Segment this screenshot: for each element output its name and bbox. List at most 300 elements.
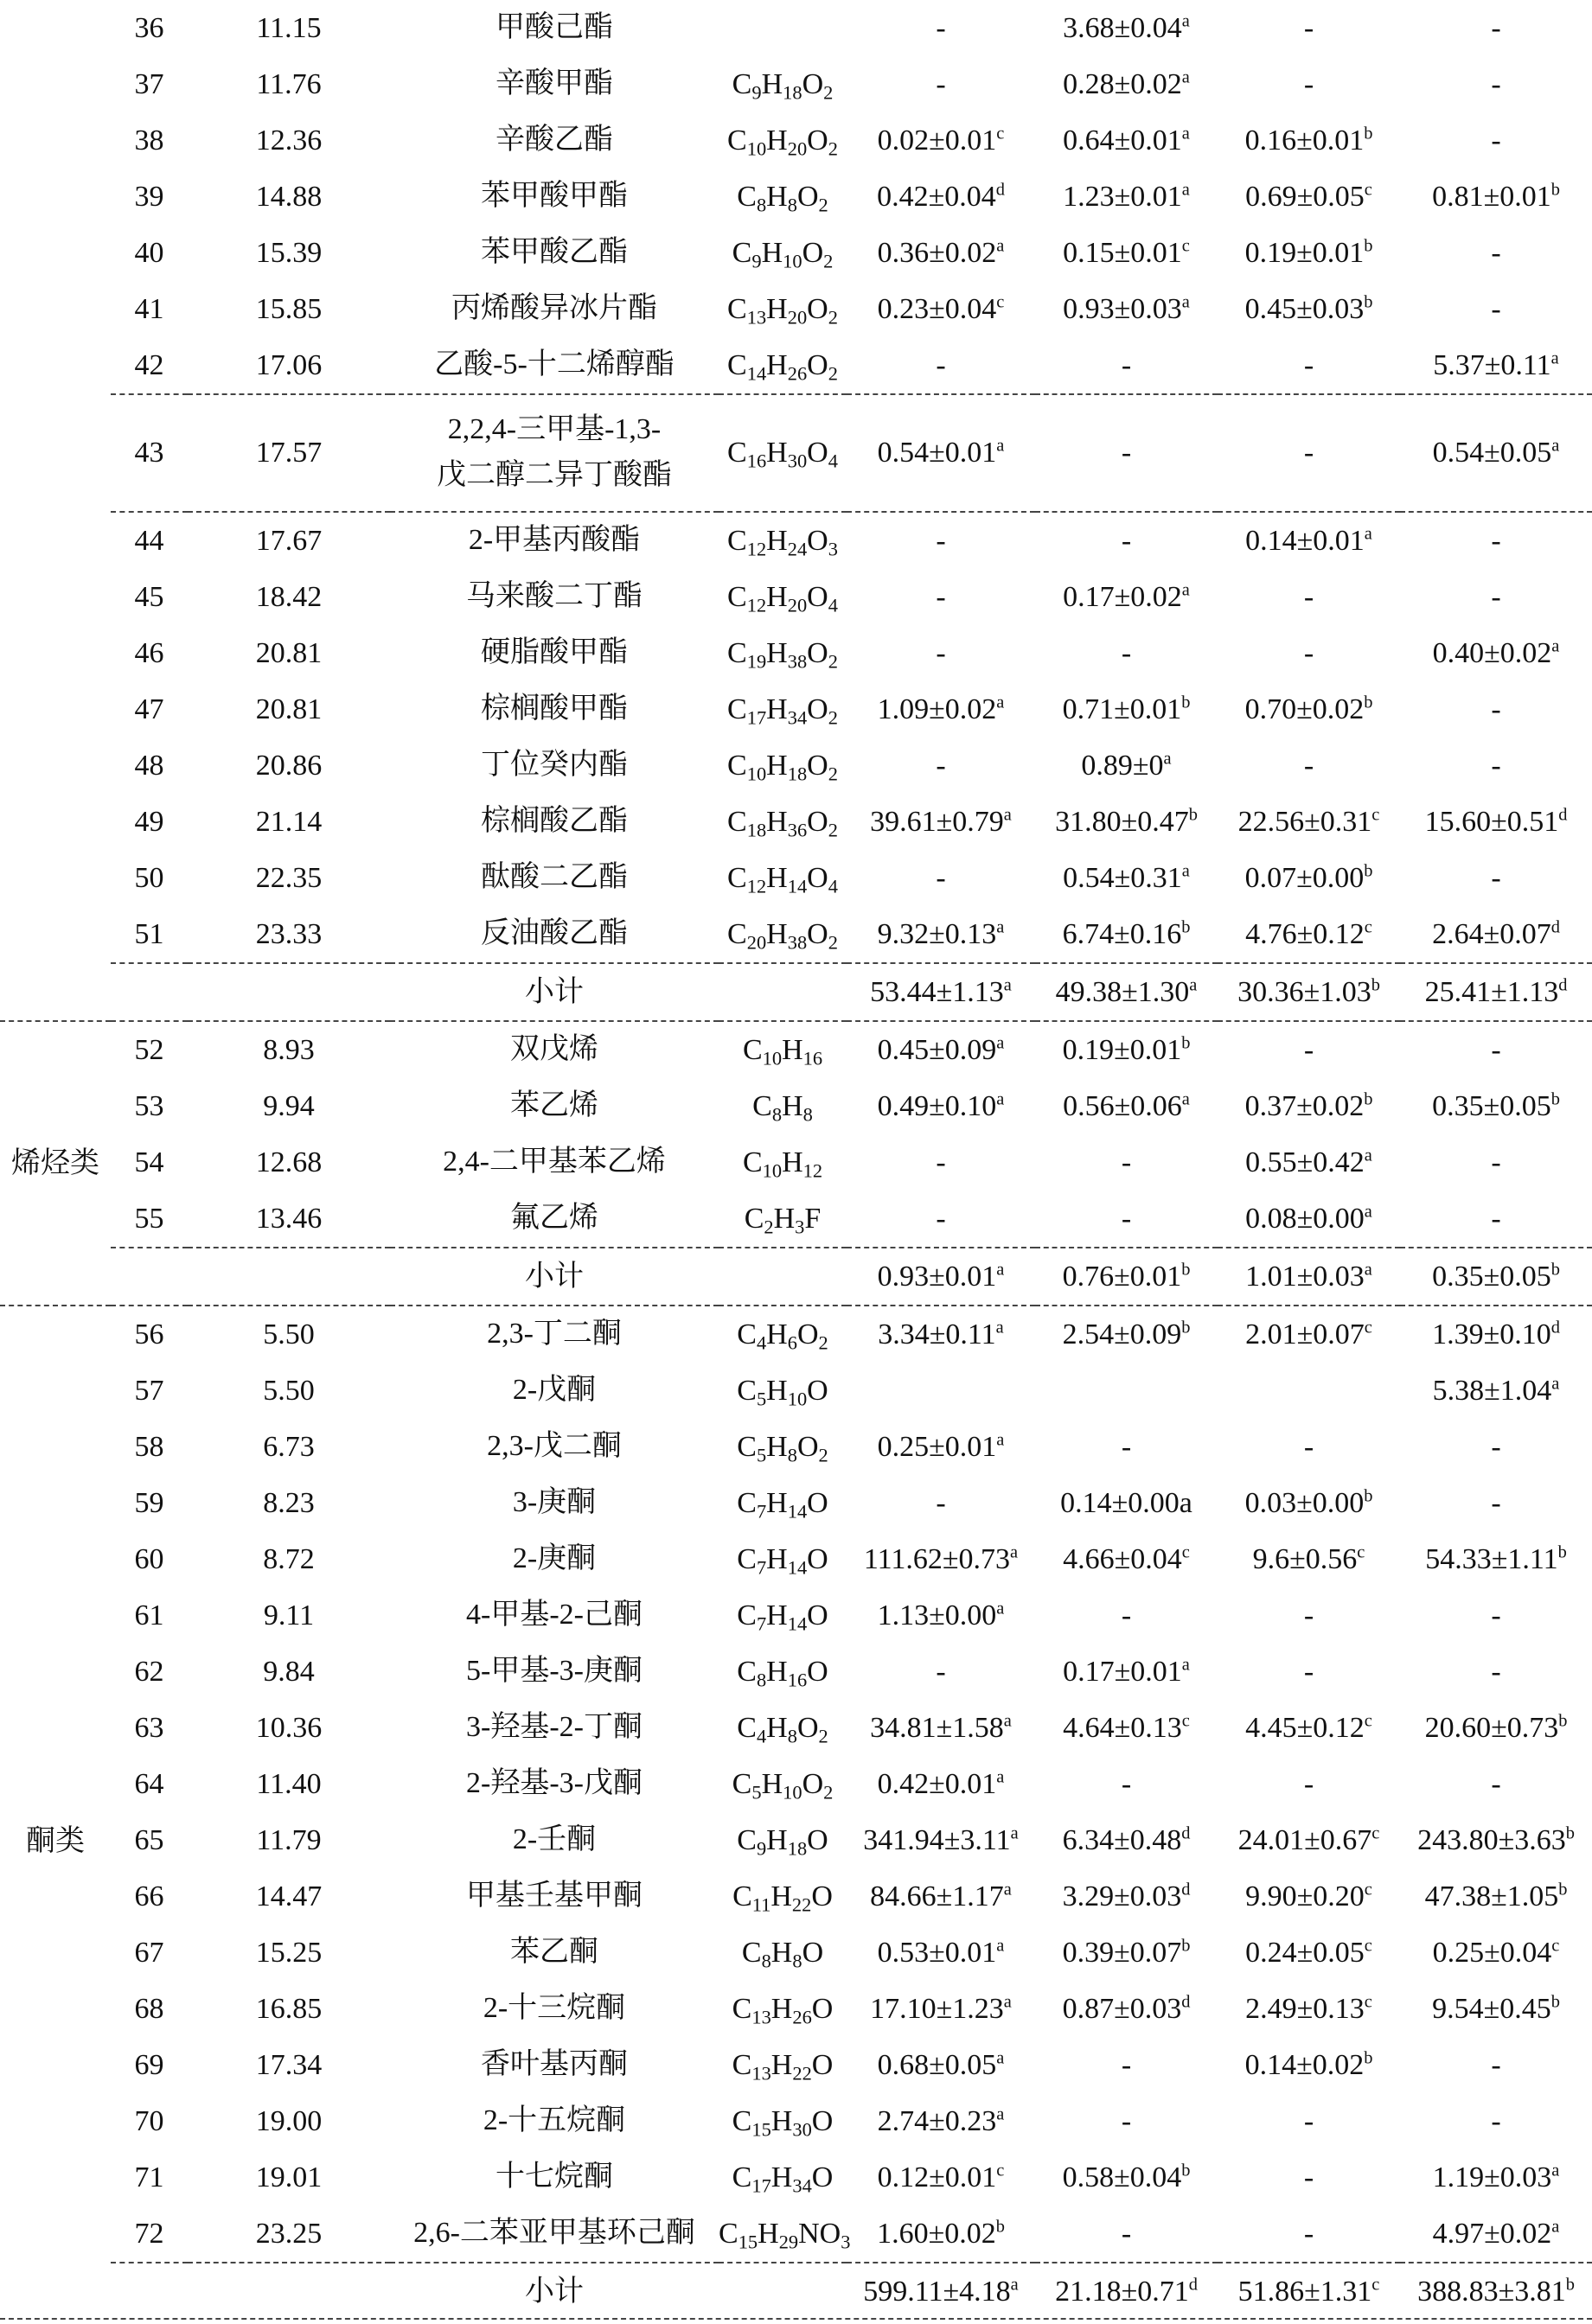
formula-subscript: 24 — [787, 537, 808, 559]
table-row — [0, 737, 1592, 794]
formula-subscript: 2 — [764, 1215, 774, 1237]
compound-number: 51 — [134, 917, 164, 950]
subtotal-label: 小计 — [390, 963, 719, 1021]
value-text: - — [1491, 1202, 1501, 1235]
compound-number: 45 — [134, 580, 164, 613]
sample-value-2 — [1035, 1700, 1218, 1756]
compound-number: 37 — [134, 67, 164, 100]
value-text: - — [1121, 1430, 1132, 1463]
significance-letter: c — [1364, 916, 1372, 936]
sample-value-4 — [1400, 681, 1592, 737]
formula-element: C — [732, 1992, 752, 2025]
value-text: 0.14±0.01 — [1245, 524, 1365, 557]
sample-value-1 — [847, 1191, 1035, 1248]
value-text: 4.66±0.04 — [1063, 1542, 1182, 1575]
value-text: 0.81±0.01 — [1432, 180, 1551, 213]
significance-letter: a — [1551, 2160, 1560, 2180]
formula-element: C — [737, 1430, 757, 1463]
significance-letter: c — [1364, 1710, 1372, 1730]
significance-letter: d — [1181, 1991, 1191, 2011]
formula-subscript: 14 — [746, 361, 767, 384]
formula-subscript: 20 — [787, 593, 808, 616]
value-text: 1.60±0.02 — [877, 2217, 996, 2250]
formula-element: H — [766, 917, 788, 950]
sample-value-3 — [1218, 625, 1400, 681]
compound-name: 苯乙烯 — [510, 1089, 598, 1122]
formula-element: H — [766, 524, 788, 557]
formula-subscript: 6 — [787, 1331, 797, 1353]
value-text: - — [1121, 524, 1132, 557]
formula-subscript: 5 — [756, 1443, 767, 1465]
significance-letter: b — [1181, 1935, 1191, 1955]
formula-element: C — [732, 67, 752, 100]
value-text: - — [936, 11, 946, 44]
value-text: 0.25±0.04 — [1432, 1936, 1552, 1969]
significance-letter: a — [1010, 1823, 1019, 1842]
sample-value-1 — [847, 1306, 1035, 1363]
formula-element: C — [727, 749, 747, 782]
value-text: 243.80±3.63 — [1417, 1823, 1566, 1856]
retention-time: 5.50 — [188, 1306, 390, 1363]
sample-value-1 — [847, 794, 1035, 850]
formula-element: H — [770, 1936, 793, 1969]
compound-name: 棕榈酸甲酯 — [481, 693, 628, 725]
value-text: - — [1303, 2161, 1314, 2193]
formula-element: O — [811, 2161, 834, 2193]
value-text: - — [1491, 1033, 1501, 1066]
table-row — [0, 1021, 1592, 1078]
value-text: - — [1303, 749, 1314, 782]
table-bottom-rule — [0, 2318, 1592, 2320]
sample-value-3 — [1218, 963, 1400, 1021]
value-text: 21.18±0.71 — [1055, 2275, 1189, 2308]
value-text: - — [936, 580, 946, 613]
formula-subscript: 38 — [787, 649, 808, 672]
table-row — [0, 794, 1592, 850]
retention-time: 20.81 — [255, 693, 323, 725]
formula-element: C — [727, 292, 747, 325]
compound-number: 54 — [134, 1146, 164, 1178]
sample-value-1 — [847, 1644, 1035, 1700]
formula-element: C — [737, 1318, 757, 1350]
molecular-formula — [719, 569, 847, 625]
significance-letter: b — [1181, 1259, 1191, 1279]
formula-element: C — [737, 1655, 757, 1688]
category-cell: 酮类 — [26, 1824, 85, 1857]
formula-element: O — [811, 1992, 834, 2025]
formula-subscript: 22 — [792, 2061, 812, 2084]
value-text: - — [1121, 437, 1132, 469]
sample-value-1 — [847, 963, 1035, 1021]
formula-subscript: 4 — [828, 450, 838, 472]
value-text: - — [1303, 437, 1314, 469]
formula-subscript: 8 — [771, 1102, 783, 1125]
sample-value-3 — [1218, 2206, 1400, 2263]
sample-value-3 — [1218, 0, 1400, 56]
retention-time: 11.15 — [256, 11, 322, 44]
molecular-formula — [719, 2149, 847, 2206]
significance-letter: d — [1181, 1879, 1191, 1899]
significance-letter: a — [1181, 1654, 1190, 1674]
value-text: 2.49±0.13 — [1245, 1992, 1365, 2025]
value-text: - — [1491, 2104, 1501, 2137]
molecular-formula — [719, 737, 847, 794]
formula-element: O — [796, 1430, 819, 1463]
compound-name: 苯乙酮 — [510, 1936, 598, 1969]
formula-subscript: 36 — [787, 818, 808, 840]
significance-letter: b — [1550, 1089, 1560, 1108]
sample-value-2 — [1035, 1531, 1218, 1587]
value-text: 2.64±0.07 — [1432, 917, 1551, 950]
formula-subscript: 9 — [756, 1836, 767, 1859]
sample-value-2 — [1035, 1475, 1218, 1531]
empty-cell — [111, 2263, 188, 2320]
table-row — [0, 1363, 1592, 1419]
compound-name: 丙烯酸异冰片酯 — [451, 292, 657, 325]
formula-element: C — [737, 1542, 757, 1575]
molecular-formula — [719, 1925, 847, 1981]
table-row — [0, 1475, 1592, 1531]
sample-value-1 — [847, 681, 1035, 737]
empty-cell — [188, 2263, 390, 2320]
formula-subscript: 13 — [751, 2005, 771, 2027]
sample-value-1 — [847, 169, 1035, 225]
category-cell — [0, 1306, 111, 1363]
compound-name: 乙酸-5-十二烯醇酯 — [434, 348, 675, 381]
value-text: - — [1121, 2104, 1132, 2137]
significance-letter: a — [1189, 974, 1198, 994]
value-text: - — [1121, 1146, 1132, 1178]
value-text: 0.68±0.05 — [877, 2048, 997, 2081]
value-text: 0.42±0.04 — [877, 180, 996, 213]
compound-name: 丁位癸内酯 — [481, 749, 628, 782]
table-row — [0, 850, 1592, 906]
sample-value-2 — [1035, 337, 1218, 394]
sample-value-3 — [1218, 1021, 1400, 1078]
significance-letter: b — [1558, 1879, 1568, 1899]
formula-element: H — [773, 1202, 796, 1235]
formula-subscript: 8 — [787, 1724, 797, 1746]
value-text: 6.74±0.16 — [1062, 917, 1182, 950]
empty-cell — [719, 963, 847, 1021]
value-text: 47.38±1.05 — [1424, 1880, 1559, 1912]
sample-value-3 — [1218, 794, 1400, 850]
table-row — [0, 225, 1592, 281]
formula-element: H — [758, 2217, 779, 2250]
sample-value-2 — [1035, 1363, 1218, 1419]
retention-time: 17.34 — [255, 2048, 323, 2081]
retention-time: 10.36 — [255, 1711, 323, 1744]
compound-number: 47 — [134, 693, 164, 725]
table-row — [0, 2206, 1592, 2263]
sample-value-4 — [1400, 1644, 1592, 1700]
significance-letter: b — [995, 2216, 1005, 2236]
sample-value-3 — [1218, 1531, 1400, 1587]
value-text: 0.14±0.00a — [1060, 1486, 1192, 1519]
formula-element: O — [807, 1542, 828, 1575]
formula-element: H — [766, 1823, 788, 1856]
value-text: 0.70±0.02 — [1244, 693, 1365, 725]
compound-number: 62 — [134, 1655, 164, 1688]
formula-subscript: 13 — [746, 305, 767, 328]
formula-subscript: 7 — [756, 1612, 767, 1634]
compound-name — [390, 394, 719, 512]
formula-subscript: 2 — [828, 137, 838, 159]
formula-subscript: 2 — [828, 762, 838, 784]
value-text: 51.86±1.31 — [1237, 2275, 1372, 2308]
significance-letter: c — [1364, 179, 1372, 199]
table-row — [0, 1756, 1592, 1812]
retention-time: 12.36 — [255, 124, 323, 156]
formula-element: O — [807, 805, 828, 838]
compound-number: 48 — [134, 749, 164, 782]
retention-time: 18.42 — [255, 580, 323, 613]
formula-subscript: 3 — [841, 2230, 851, 2252]
formula-element: C — [732, 2048, 752, 2081]
sample-value-4 — [1400, 337, 1592, 394]
significance-letter: b — [1550, 1259, 1560, 1279]
sample-value-2 — [1035, 1191, 1218, 1248]
sample-value-4 — [1400, 394, 1592, 512]
value-text: 4.97±0.02 — [1432, 2217, 1552, 2250]
compound-name: 反油酸乙酯 — [481, 917, 628, 950]
value-text: - — [1303, 1430, 1314, 1463]
formula-subscript: 16 — [787, 1668, 808, 1690]
value-text: - — [936, 348, 946, 381]
subtotal-label: 小计 — [390, 2263, 719, 2320]
significance-letter: b — [1364, 692, 1373, 712]
formula-subscript: 7 — [756, 1499, 767, 1522]
sample-value-3 — [1218, 2037, 1400, 2093]
compound-number: 40 — [134, 236, 164, 269]
value-text: 0.16±0.01 — [1244, 124, 1365, 156]
sample-value-1 — [847, 1868, 1035, 1925]
value-text: - — [936, 749, 946, 782]
compound-number: 58 — [134, 1430, 164, 1463]
molecular-formula — [719, 625, 847, 681]
formula-element: C — [727, 348, 747, 381]
formula-element: H — [766, 1486, 788, 1519]
sample-value-4 — [1400, 0, 1592, 56]
formula-element: H — [766, 348, 788, 381]
significance-letter: d — [995, 179, 1005, 199]
value-text: 22.56±0.31 — [1237, 805, 1372, 838]
formula-element: C — [741, 1936, 762, 1969]
sample-value-1 — [847, 281, 1035, 337]
formula-subscript: 11 — [751, 1893, 771, 1915]
sample-value-4 — [1400, 794, 1592, 850]
compound-name: 甲酸己酯 — [496, 11, 613, 44]
compound-name: 2,6-二苯亚甲基环己酮 — [413, 2217, 695, 2250]
significance-letter: a — [1003, 1991, 1012, 2011]
retention-time: 11.79 — [256, 1823, 322, 1856]
formula-element: C — [737, 1823, 757, 1856]
value-text: - — [1491, 124, 1501, 156]
compound-number: 70 — [134, 2104, 164, 2137]
sample-value-3 — [1218, 1306, 1400, 1363]
value-text: - — [1491, 67, 1501, 100]
formula-element: C — [727, 580, 747, 613]
table-row — [0, 0, 1592, 56]
compound-number: 42 — [134, 348, 164, 381]
formula-subscript: 16 — [746, 450, 767, 472]
value-text: - — [1303, 2104, 1314, 2137]
value-text: 39.61±0.79 — [870, 805, 1004, 838]
significance-letter: a — [996, 1429, 1005, 1449]
formula-element: H — [770, 2048, 793, 2081]
value-text: 24.01±0.67 — [1237, 1823, 1372, 1856]
value-text: - — [1303, 636, 1314, 669]
compound-number: 49 — [134, 805, 164, 838]
significance-letter: a — [1551, 635, 1560, 655]
value-text: - — [1121, 1202, 1132, 1235]
significance-letter: a — [1364, 1259, 1372, 1279]
table-row — [0, 1531, 1592, 1587]
significance-letter: a — [1551, 2216, 1560, 2236]
sample-value-3 — [1218, 850, 1400, 906]
sample-value-2 — [1035, 681, 1218, 737]
molecular-formula — [719, 281, 847, 337]
compound-name: 2-十五烷酮 — [483, 2104, 626, 2137]
sample-value-4 — [1400, 1191, 1592, 1248]
molecular-formula — [719, 2037, 847, 2093]
sample-value-4 — [1400, 906, 1592, 963]
significance-letter: c — [1371, 2274, 1380, 2294]
retention-time: 9.94 — [263, 1089, 315, 1122]
sample-value-4 — [1400, 1925, 1592, 1981]
sample-value-2 — [1035, 169, 1218, 225]
formula-subscript: 18 — [787, 762, 808, 784]
formula-subscript: 14 — [787, 874, 808, 897]
molecular-formula — [719, 1981, 847, 2037]
empty-cell — [719, 2263, 847, 2320]
formula-element: O — [807, 1655, 828, 1688]
formula-element: O — [807, 292, 828, 325]
formula-element: H — [770, 1992, 793, 2025]
compound-number: 46 — [134, 636, 164, 669]
sample-value-2 — [1035, 625, 1218, 681]
sample-value-4 — [1400, 2093, 1592, 2149]
formula-element: C — [727, 437, 747, 469]
value-text: 0.89±0 — [1081, 749, 1164, 782]
sample-value-1 — [847, 1078, 1035, 1134]
table-row — [0, 1981, 1592, 2037]
sample-value-4 — [1400, 169, 1592, 225]
retention-time: 12.68 — [255, 1146, 323, 1178]
sample-value-1 — [847, 2149, 1035, 2206]
formula-subscript: 30 — [792, 2117, 812, 2140]
formula-element: C — [727, 861, 747, 894]
formula-element: O — [802, 1936, 824, 1969]
significance-letter: c — [1181, 1542, 1190, 1561]
sample-value-2 — [1035, 1134, 1218, 1191]
value-text: 0.54±0.31 — [1063, 861, 1182, 894]
table-row — [0, 1700, 1592, 1756]
formula-subscript: 18 — [746, 818, 767, 840]
formula-subscript: 14 — [787, 1499, 808, 1522]
sample-value-4 — [1400, 1812, 1592, 1868]
formula-subscript: 18 — [787, 1836, 808, 1859]
sample-value-4 — [1400, 1419, 1592, 1475]
formula-subscript: 34 — [787, 706, 808, 728]
formula-subscript: 14 — [787, 1555, 808, 1578]
value-text: 0.87±0.03 — [1062, 1992, 1182, 2025]
empty-cell — [719, 1248, 847, 1306]
category-cell: 烯烃类 — [0, 1021, 111, 1306]
sample-value-4 — [1400, 2037, 1592, 2093]
formula-subscript: 2 — [828, 818, 838, 840]
molecular-formula — [719, 1700, 847, 1756]
formula-element: C — [727, 693, 747, 725]
significance-letter: a — [1003, 1710, 1012, 1730]
significance-letter: d — [1558, 974, 1568, 994]
molecular-formula — [719, 225, 847, 281]
compound-name: 苯甲酸乙酯 — [481, 236, 628, 269]
sample-value-2 — [1035, 1868, 1218, 1925]
significance-letter: d — [1558, 804, 1568, 824]
compound-name: 马来酸二丁酯 — [466, 580, 643, 613]
table-row — [0, 1134, 1592, 1191]
formula-element: C — [732, 1767, 752, 1800]
sample-value-3 — [1218, 1644, 1400, 1700]
value-text: 9.6±0.56 — [1252, 1542, 1358, 1575]
formula-element: H — [766, 1711, 788, 1744]
table-row — [0, 112, 1592, 169]
value-text: 2.74±0.23 — [877, 2104, 997, 2137]
molecular-formula — [719, 56, 847, 112]
value-text: 4.76±0.12 — [1245, 917, 1365, 950]
formula-subscript: 2 — [818, 1443, 828, 1465]
value-text: 0.76±0.01 — [1062, 1260, 1182, 1293]
sample-value-4 — [1400, 512, 1592, 569]
formula-element: H — [782, 1033, 803, 1066]
empty-cell — [188, 1248, 390, 1306]
table-row — [0, 906, 1592, 963]
compound-name: 2,3-丁二酮 — [390, 1306, 719, 1363]
sample-value-1 — [847, 1981, 1035, 2037]
value-text: - — [1303, 1655, 1314, 1688]
table-row — [0, 569, 1592, 625]
value-text: - — [936, 861, 946, 894]
formula-element: H — [766, 1374, 788, 1407]
formula-subscript: 18 — [783, 80, 802, 103]
formula-subscript: 26 — [792, 2005, 812, 2027]
sample-value-1 — [847, 1248, 1035, 1306]
formula-subscript: 8 — [787, 193, 797, 215]
significance-letter: b — [1181, 1317, 1191, 1337]
sample-value-2 — [1035, 1078, 1218, 1134]
compound-name: 2-十三烷酮 — [483, 1992, 626, 2025]
sample-value-1 — [847, 1475, 1035, 1531]
sample-value-2 — [1035, 2206, 1218, 2263]
significance-letter: a — [1003, 804, 1012, 824]
retention-time: 23.33 — [255, 917, 323, 950]
value-text: 30.36±1.03 — [1237, 975, 1371, 1008]
value-text: 0.93±0.01 — [877, 1260, 997, 1293]
sample-value-1 — [847, 1587, 1035, 1644]
formula-subscript: 20 — [746, 930, 767, 953]
sample-value-2 — [1035, 1306, 1218, 1363]
sample-value-2 — [1035, 1756, 1218, 1812]
molecular-formula — [719, 1587, 847, 1644]
formula-element: H — [770, 1880, 792, 1912]
value-text: 0.35±0.05 — [1432, 1089, 1551, 1122]
sample-value-2 — [1035, 56, 1218, 112]
sample-value-3 — [1218, 112, 1400, 169]
significance-letter: b — [1550, 179, 1560, 199]
sample-value-4 — [1400, 2263, 1592, 2320]
compound-number: 67 — [134, 1936, 164, 1969]
